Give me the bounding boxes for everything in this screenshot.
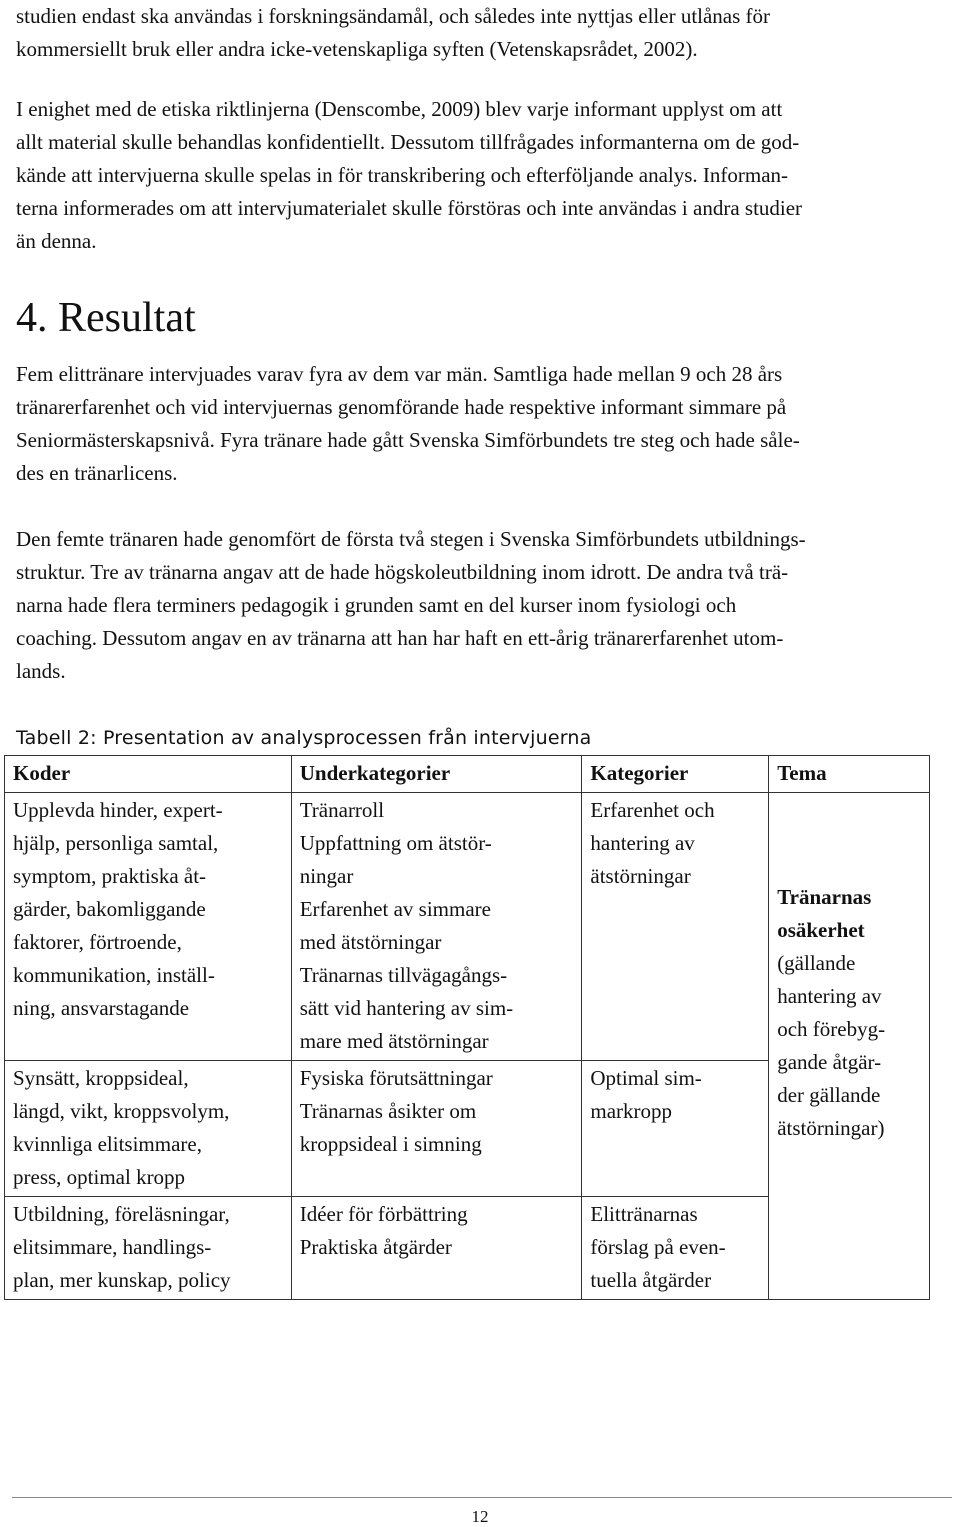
cell-line: ning, ansvarstagande — [13, 996, 190, 1020]
text-line: Fem elittränare intervjuades varav fyra av dem var män. Samtliga hade mellan 9 och 28 års — [16, 362, 783, 386]
cell-line: förslag på even- — [590, 1235, 726, 1259]
cell-line: Tränarnas — [777, 884, 872, 909]
column-header-kategorier: Kategorier — [582, 756, 769, 793]
cell-line: Praktiska åtgärder — [299, 1235, 452, 1259]
cell-line: Tränarroll — [299, 798, 385, 822]
text-line: kände att intervjuerna skulle spelas in för transkribering och efterföljande analys. Informan- — [16, 163, 789, 187]
cell-spacer — [777, 1145, 929, 1211]
cell-line: ätstörningar — [590, 864, 691, 888]
cell-line: plan, mer kunskap, policy — [13, 1268, 231, 1292]
paragraph-ethics-guidelines — [16, 93, 946, 258]
cell-line: Upplevda hinder, expert- — [13, 798, 223, 822]
text-line: struktur. Tre av tränarna angav att de hade högskoleutbildning inom idrott. De andra två trä- — [16, 560, 789, 584]
cell-line: Optimal sim- — [590, 1066, 702, 1090]
cell-line: gärder, bakomliggande — [13, 897, 206, 921]
cell-line: Utbildning, föreläsningar, — [13, 1202, 230, 1226]
column-header-tema: Tema — [769, 756, 930, 793]
cell-line: med ätstörningar — [299, 930, 442, 954]
cell-line: Synsätt, kroppsideal, — [13, 1066, 189, 1090]
paragraph-ethics-intro — [16, 0, 946, 66]
cell-line: mare med ätstörningar — [299, 1029, 489, 1053]
cell-line: hantering av — [777, 983, 882, 1008]
table-header-row — [5, 756, 930, 793]
cell-line: gande åtgär- — [777, 1049, 882, 1074]
cell-kategorier — [582, 1197, 769, 1300]
text-line: coaching. Dessutom angav en av tränarna att han har haft en ett-årig tränarerfarenhet utom- — [16, 626, 784, 650]
cell-line: (gällande — [777, 950, 856, 975]
cell-line: längd, vikt, kroppsvolym, — [13, 1099, 230, 1123]
cell-koder — [5, 1061, 292, 1197]
cell-kategorier — [582, 1061, 769, 1197]
cell-line: ätstörningar) — [777, 1115, 885, 1140]
text-line: terna informerades om att intervjumaterialet skulle förstöras och inte användas i andra studier — [16, 196, 803, 220]
cell-line: hantering av — [590, 831, 695, 855]
text-line: lands. — [16, 659, 66, 683]
cell-koder — [5, 793, 292, 1061]
paragraph-results-education — [16, 523, 946, 688]
cell-underkategorier — [291, 793, 582, 1061]
cell-line: Idéer för förbättring — [299, 1202, 468, 1226]
column-header-underkategorier: Underkategorier — [291, 756, 582, 793]
page-number: 12 — [471, 1507, 489, 1526]
cell-line: kvinnliga elitsimmare, — [13, 1132, 202, 1156]
cell-line: Tränarnas åsikter om — [299, 1099, 477, 1123]
text-line: I enighet med de etiska riktlinjerna (Denscombe, 2009) blev varje informant upplyst om att — [16, 97, 783, 121]
cell-underkategorier — [291, 1061, 582, 1197]
text-line: narna hade flera terminers pedagogik i grunden samt en del kurser inom fysiologi och — [16, 593, 737, 617]
cell-line: ningar — [299, 864, 354, 888]
cell-line: Uppfattning om ätstör- — [299, 831, 492, 855]
cell-underkategorier — [291, 1197, 582, 1300]
cell-line: Erfarenhet av simmare — [299, 897, 491, 921]
cell-line: press, optimal kropp — [13, 1165, 186, 1189]
analysis-table — [4, 755, 930, 1300]
cell-line: Tränarnas tillvägagångs- — [299, 963, 508, 987]
text-line: allt material skulle behandlas konfidentiellt. Dessutom tillfrågades informanterna om de god- — [16, 130, 800, 154]
cell-line: tuella åtgärder — [590, 1268, 712, 1292]
paragraph-results-participants — [16, 358, 946, 490]
cell-line: markropp — [590, 1099, 673, 1123]
table-row — [5, 793, 930, 1061]
text-line: des en tränarlicens. — [16, 461, 178, 485]
column-header-koder: Koder — [5, 756, 292, 793]
cell-line: elitsimmare, handlings- — [13, 1235, 212, 1259]
cell-line: och förebyg- — [777, 1016, 886, 1041]
text-line: Den femte tränaren hade genomfört de första två stegen i Svenska Simförbundets utbildnings- — [16, 527, 806, 551]
table-caption: Tabell 2: Presentation av analysprocessen från intervjuerna — [16, 727, 592, 749]
cell-tema — [769, 793, 930, 1300]
cell-line: hjälp, personliga samtal, — [13, 831, 219, 855]
cell-line: sätt vid hantering av sim- — [299, 996, 514, 1020]
section-heading-resultat: 4. Resultat — [16, 295, 196, 341]
cell-koder — [5, 1197, 292, 1300]
text-line: Seniormästerskapsnivå. Fyra tränare hade gått Svenska Simförbundets tre steg och hade såle- — [16, 428, 800, 452]
cell-line: Fysiska förutsättningar — [299, 1066, 493, 1090]
cell-line: Elittränarnas — [590, 1202, 698, 1226]
text-line: än denna. — [16, 229, 97, 253]
cell-line: kommunikation, inställ- — [13, 963, 215, 987]
text-line: tränarerfarenhet och vid intervjuernas genomförande hade respektive informant simmare på — [16, 395, 787, 419]
cell-line: faktorer, förtroende, — [13, 930, 182, 954]
text-line: kommersiellt bruk eller andra icke-vetenskapliga syften (Vetenskapsrådet, 2002). — [16, 37, 698, 61]
cell-line: symptom, praktiska åt- — [13, 864, 207, 888]
text-line: studien endast ska användas i forskningsändamål, och således inte nyttjas eller utlånas för — [16, 4, 771, 28]
cell-line: kroppsideal i simning — [299, 1132, 482, 1156]
cell-line: der gällande — [777, 1082, 881, 1107]
cell-line: osäkerhet — [777, 917, 865, 942]
cell-line: Erfarenhet och — [590, 798, 715, 822]
footer-divider — [12, 1497, 952, 1498]
cell-kategorier — [582, 793, 769, 1061]
